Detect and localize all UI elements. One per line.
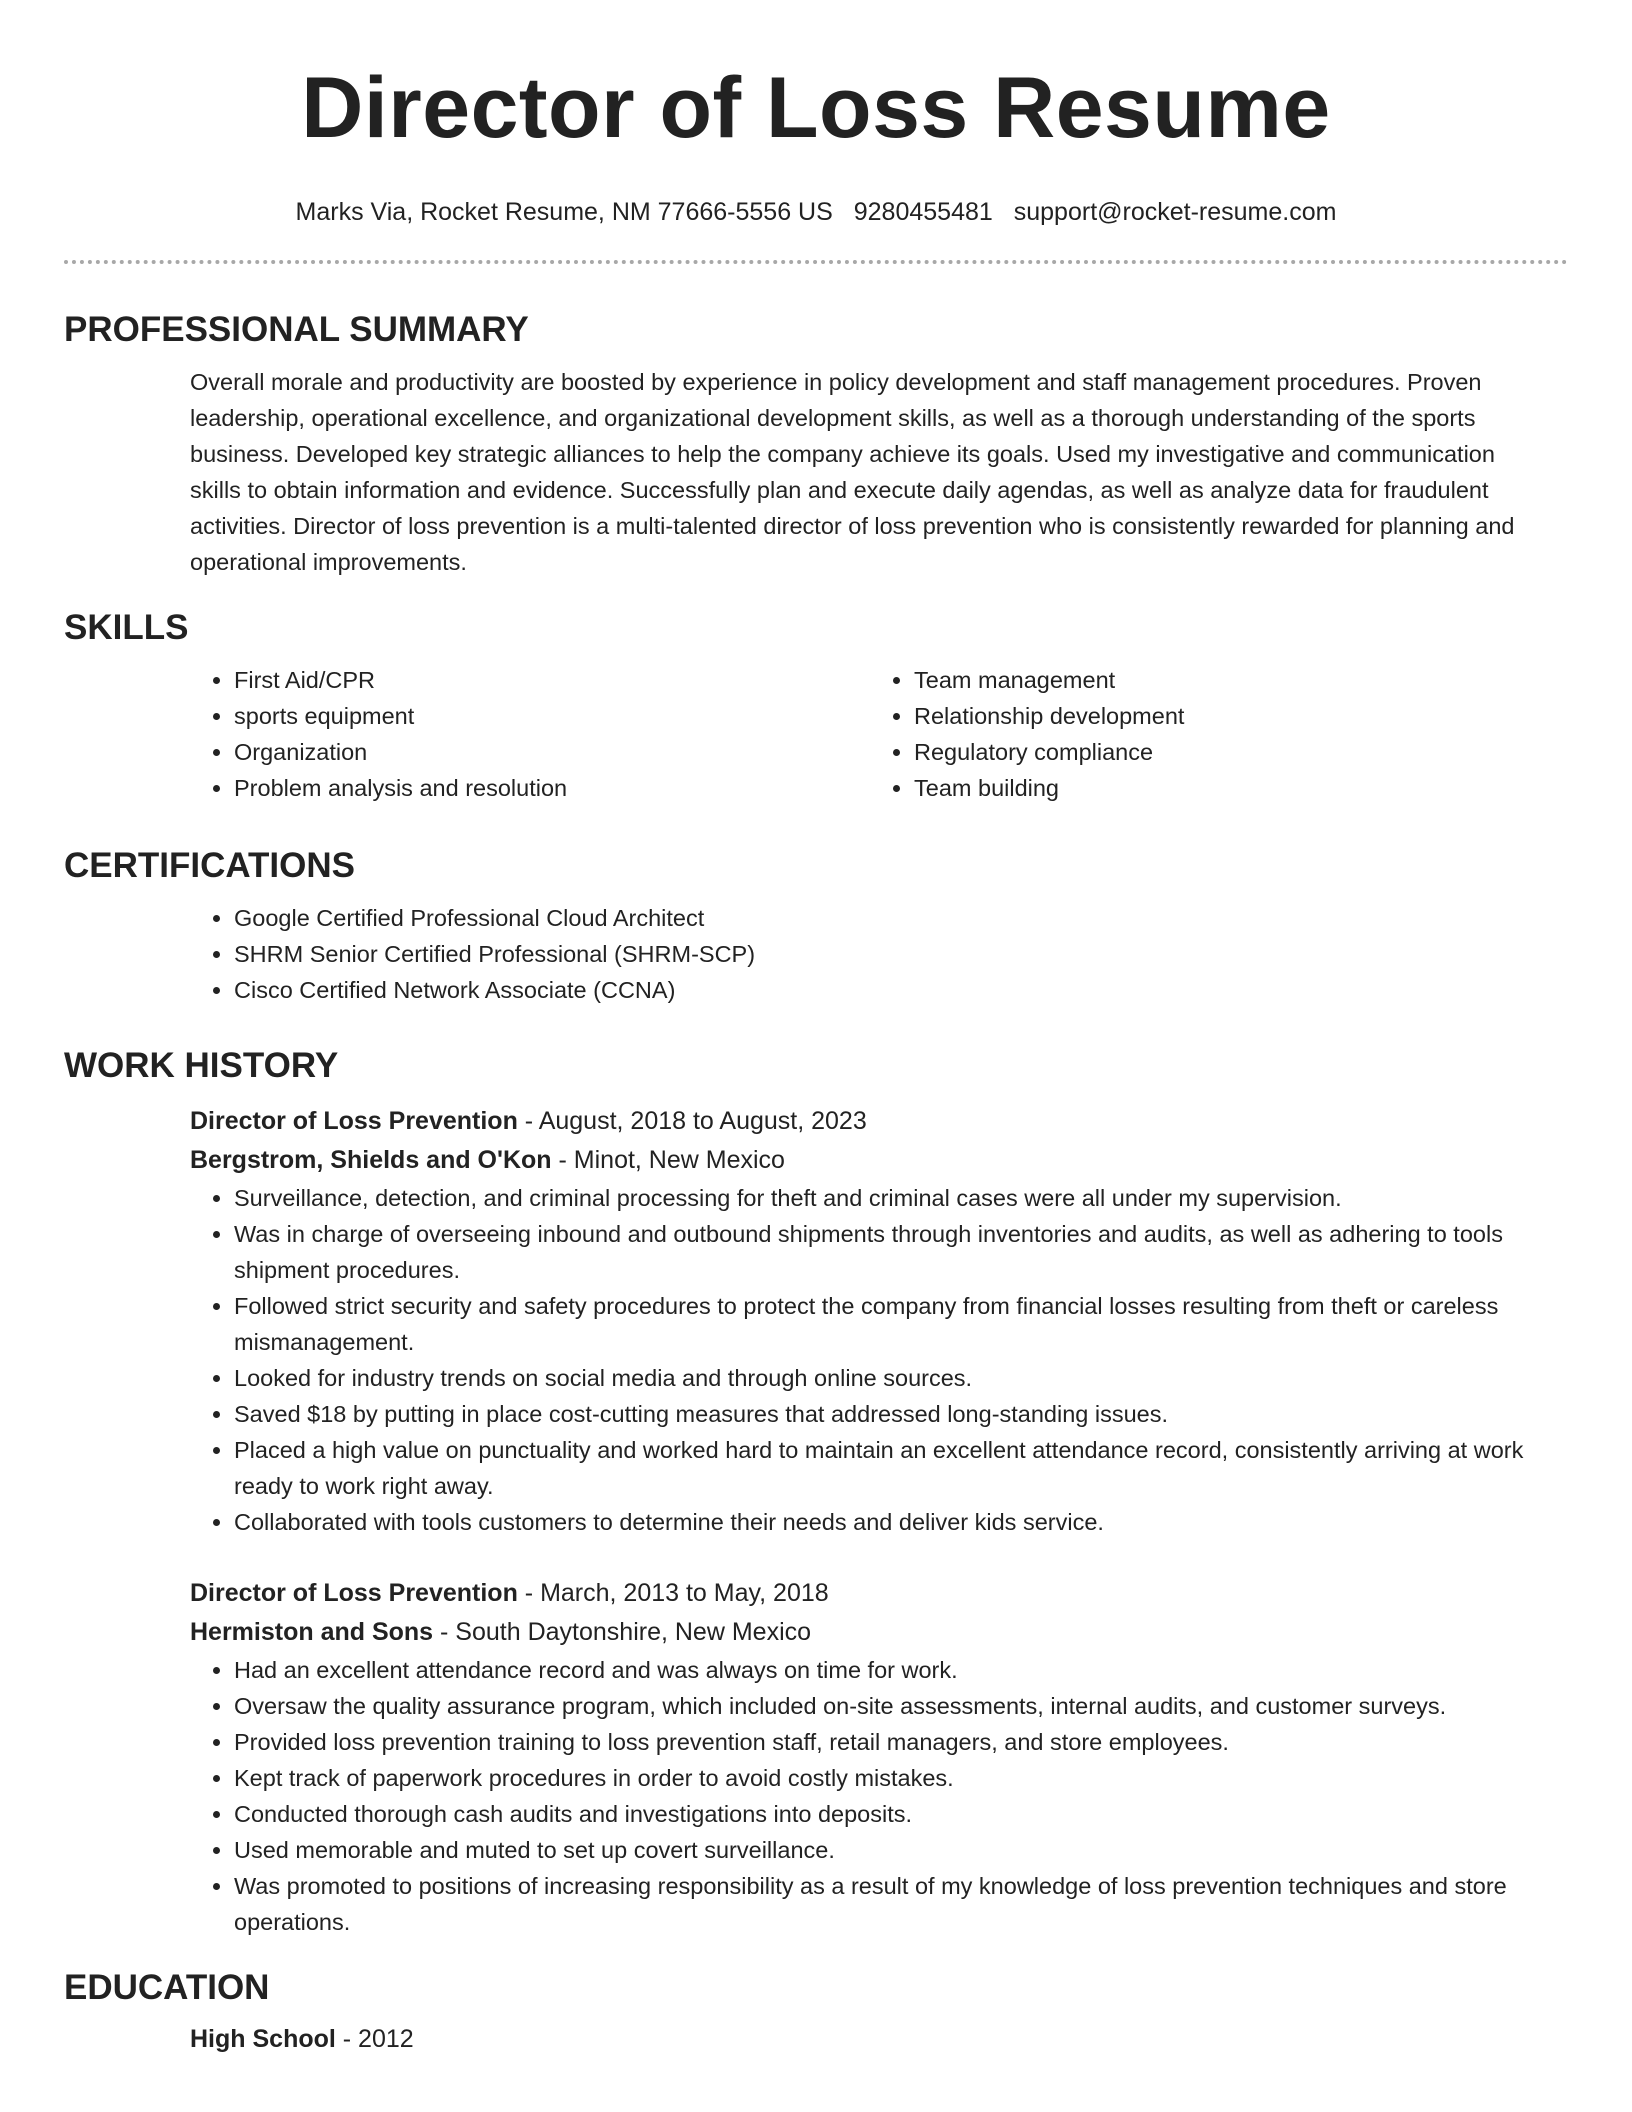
job-duty: • Was promoted to positions of increasing responsibility as a result of my knowledge of loss prevention techniques and store operations. — [234, 1868, 1568, 1940]
skill-item: • Relationship development — [914, 698, 1550, 734]
resume-title: Director of Loss Resume — [301, 60, 1331, 156]
skill-item: • Team management — [914, 662, 1550, 698]
job-entry — [190, 1574, 1568, 1940]
job-duty: • Provided loss prevention training to loss prevention staff, retail managers, and store employees. — [234, 1724, 1568, 1760]
education-year: - 2012 — [335, 2025, 414, 2053]
skill-item: • Regulatory compliance — [914, 734, 1550, 770]
skills-column-left — [190, 662, 870, 806]
skill-item: • sports equipment — [234, 698, 870, 734]
education-heading: EDUCATION — [64, 1968, 270, 2007]
job-title-line — [190, 1102, 1568, 1141]
skills-columns — [190, 662, 1568, 806]
skill-item: • First Aid/CPR — [234, 662, 870, 698]
skill-item: • Team building — [914, 770, 1550, 806]
job-duty: • Was in charge of overseeing inbound and outbound shipments through inventories and audits, as well as adhering to tools shipment procedures. — [234, 1216, 1568, 1288]
job-dates: - March, 2013 to May, 2018 — [517, 1579, 829, 1607]
header-divider — [64, 260, 1568, 264]
job-location: - South Daytonshire, New Mexico — [433, 1618, 812, 1646]
work-history-section — [64, 1102, 1568, 1940]
skill-item: • Organization — [234, 734, 870, 770]
certifications-list — [190, 900, 1568, 1008]
job-duty: • Saved $18 by putting in place cost-cutting measures that addressed long-standing issues. — [234, 1396, 1568, 1432]
certification-item: • Google Certified Professional Cloud Architect — [234, 900, 1568, 936]
job-duty: • Surveillance, detection, and criminal processing for theft and criminal cases were all under my supervision. — [234, 1180, 1568, 1216]
certification-item: • Cisco Certified Network Associate (CCNA) — [234, 972, 1568, 1008]
job-entry — [190, 1102, 1568, 1540]
skills-list-right — [870, 662, 1550, 806]
work-history-heading: WORK HISTORY — [64, 1046, 339, 1085]
education-section — [64, 2020, 1568, 2059]
education-degree: High School — [190, 2025, 336, 2053]
job-duty: • Used memorable and muted to set up covert surveillance. — [234, 1832, 1568, 1868]
contact-phone: 9280455481 — [853, 198, 993, 226]
job-company: Hermiston and Sons — [190, 1618, 434, 1646]
job-duty: • Conducted thorough cash audits and investigations into deposits. — [234, 1796, 1568, 1832]
job-duty: • Looked for industry trends on social media and through online sources. — [234, 1360, 1568, 1396]
contact-email: support@rocket-resume.com — [1013, 198, 1337, 226]
education-line — [190, 2020, 1568, 2059]
skills-list-left — [190, 662, 870, 806]
summary-section — [64, 364, 1568, 580]
job-duty: • Had an excellent attendance record and was always on time for work. — [234, 1652, 1568, 1688]
job-duty: • Oversaw the quality assurance program, which included on-site assessments, internal audits, and customer surveys. — [234, 1688, 1568, 1724]
certification-item: • SHRM Senior Certified Professional (SHRM-SCP) — [234, 936, 1568, 972]
job-company-line — [190, 1613, 1568, 1652]
job-duty: • Kept track of paperwork procedures in order to avoid costly mistakes. — [234, 1760, 1568, 1796]
job-company-line — [190, 1141, 1568, 1180]
job-title-line — [190, 1574, 1568, 1613]
job-duties-list — [190, 1180, 1568, 1540]
skills-column-right — [870, 662, 1550, 806]
job-dates: - August, 2018 to August, 2023 — [517, 1107, 867, 1135]
certifications-heading: CERTIFICATIONS — [64, 846, 356, 885]
skills-section — [64, 662, 1568, 806]
job-company: Bergstrom, Shields and O'Kon — [190, 1146, 552, 1174]
job-duty: • Collaborated with tools customers to determine their needs and deliver kids service. — [234, 1504, 1568, 1540]
job-duties-list — [190, 1652, 1568, 1940]
contact-address: Marks Via, Rocket Resume, NM 77666-5556 US — [295, 198, 833, 226]
job-title: Director of Loss Prevention — [190, 1107, 518, 1135]
summary-text: Overall morale and productivity are boosted by experience in policy development and staff management procedures. Proven leadership, operational excellence, and organizational development skills, as well as a thorough understanding of the sports business. Developed key strategic alliances to help the company achieve its goals. Used my investigative and communication skills to obtain information and evidence. Successfully plan and execute daily agendas, as well as analyze data for fraudulent activities. Director of loss prevention is a multi-talented director of loss prevention who is consistently rewarded for planning and operational improvements. — [190, 369, 1515, 575]
contact-line — [64, 196, 1568, 228]
skills-heading: SKILLS — [64, 608, 189, 647]
job-title: Director of Loss Prevention — [190, 1579, 518, 1607]
certifications-section — [64, 900, 1568, 1008]
skill-item: • Problem analysis and resolution — [234, 770, 870, 806]
job-duty: • Followed strict security and safety procedures to protect the company from financial losses resulting from theft or careless mismanagement. — [234, 1288, 1568, 1360]
job-location: - Minot, New Mexico — [551, 1146, 785, 1174]
job-duty: • Placed a high value on punctuality and worked hard to maintain an excellent attendance record, consistently arriving at work ready to work right away. — [234, 1432, 1568, 1504]
summary-heading: PROFESSIONAL SUMMARY — [64, 310, 529, 349]
